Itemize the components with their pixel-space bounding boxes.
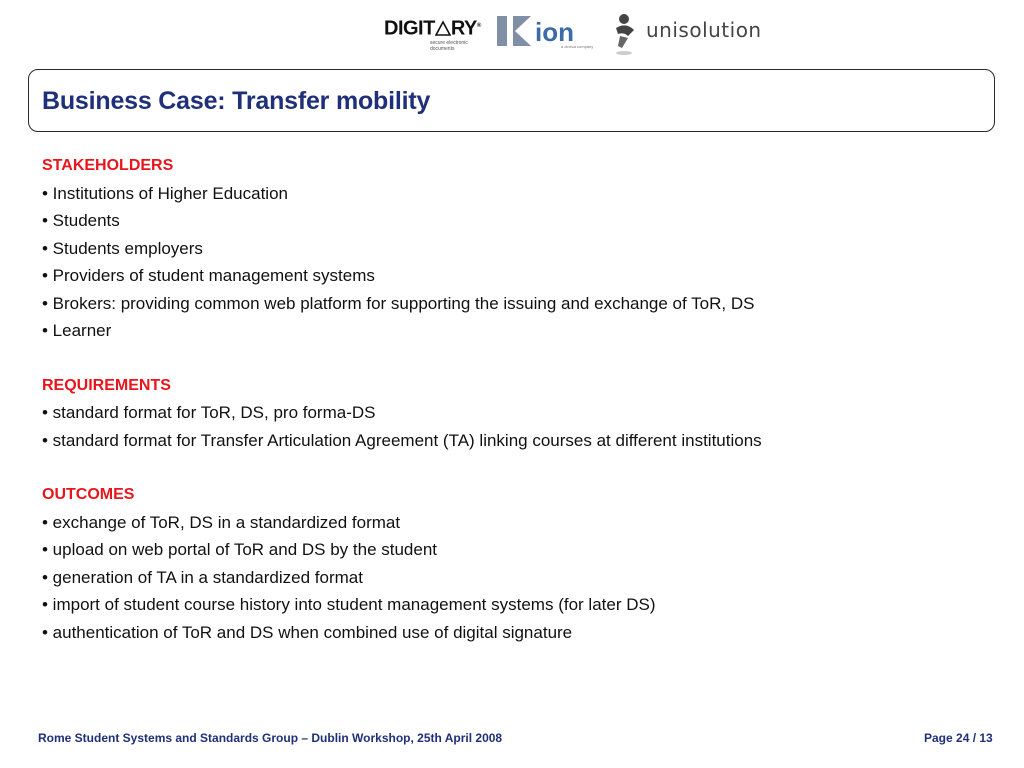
kion-logo [497, 16, 601, 50]
list-item: • Students [42, 211, 120, 230]
svg-text:a cineca company: a cineca company [561, 44, 594, 49]
section-heading: OUTCOMES [42, 486, 135, 503]
list-item: • generation of TA in a standardized format [42, 567, 363, 587]
list-item: • Providers of student management systems [42, 266, 375, 285]
section-heading: STAKEHOLDERS [42, 157, 174, 174]
list-item: • Learner [42, 321, 112, 340]
unisolution-wordmark: unisolution [646, 18, 762, 42]
list-item: • authentication of ToR and DS when combined use of digital signature [42, 622, 573, 642]
list-item: • import of student course history into student management systems (for later DS) [42, 595, 656, 614]
runner-icon [610, 12, 642, 56]
triangle-icon [435, 20, 451, 36]
section-stakeholders [42, 152, 1002, 345]
logo-bar [0, 0, 1024, 62]
digitary-logo-wordmark: DIGIT RY® [384, 17, 481, 40]
section-outcomes [42, 481, 1002, 646]
kion-logo-mark [497, 16, 601, 50]
page-number: Page 24 / 13 [924, 731, 993, 745]
list-item: • standard format for ToR, DS, pro forma-DS [42, 403, 376, 422]
list-item: • Students employers [42, 238, 203, 258]
digitary-tagline: secure electronic documents [430, 39, 468, 52]
footer-caption: Rome Student Systems and Standards Group – Dublin Workshop, 25th April 2008 [38, 731, 503, 745]
title-box [28, 69, 995, 132]
slide-content [42, 152, 1002, 673]
list-item: • standard format for Transfer Articulation Agreement (TA) linking courses at different institutions [42, 430, 762, 450]
list-item: • upload on web portal of ToR and DS by the student [42, 540, 438, 559]
list-item: • exchange of ToR, DS in a standardized format [42, 512, 401, 532]
digitary-logo [384, 16, 490, 52]
svg-text:ion: ion [535, 17, 574, 47]
section-heading: REQUIREMENTS [42, 376, 171, 394]
list-item: • Brokers: providing common web platform for supporting the issuing and exchange of ToR, DS [42, 293, 755, 313]
list-item: • Institutions of Higher Education [42, 183, 288, 203]
section-requirements [42, 372, 1002, 455]
unisolution-logo [610, 12, 760, 56]
slide-title: Business Case: Transfer mobility [42, 87, 431, 115]
